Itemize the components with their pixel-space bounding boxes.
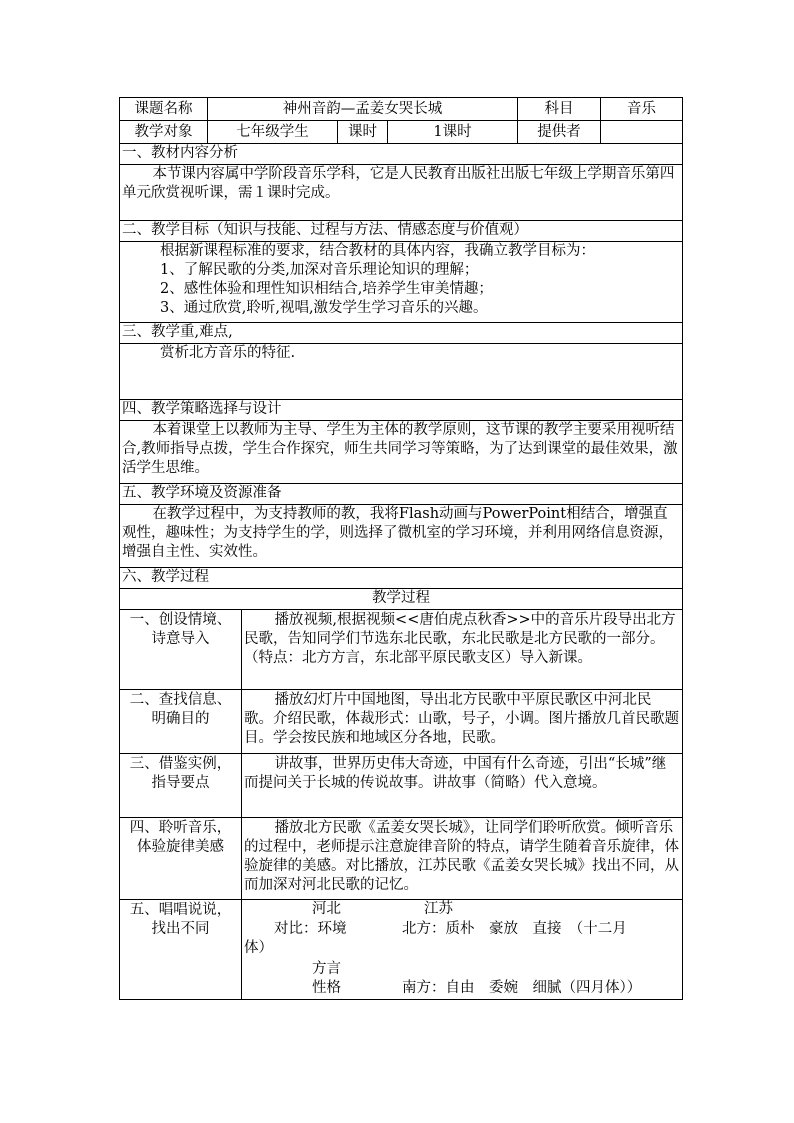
section-1-body-row (120, 165, 683, 221)
stage-label-line: 体验旋律美感 (137, 839, 224, 855)
contrast-north: 北方：质朴 豪放 直接 （十二月 (402, 921, 627, 937)
section-body: 在教学过程中，为支持教师的教，我将Flash动画与PowerPoint相结合，增强直观性，趣味性；为支持学生的学，则选择了微机室的学习环境，并利用网络信息资源，增强自主性、实效性。 (122, 506, 673, 560)
section-3-heading-row (120, 323, 683, 344)
stage-content: 播放北方民歌《孟姜女哭长城》，让同学们聆听欣赏。倾听音乐的过程中，老师提示注意旋律音阶的特点，请学生随着音乐旋律，体验旋律的美感。对比播放，江苏民歌《孟姜女哭长城》找出不同，从而加深对河北民歌的记忆。 (244, 820, 679, 893)
audience-value: 七年级学生 (208, 121, 338, 144)
stage-row (120, 818, 683, 900)
stage-label-line: 找出不同 (151, 921, 210, 937)
lesson-plan-table (119, 97, 683, 1000)
section-heading: 三、教学重,难点, (120, 323, 683, 344)
hours-value: 1课时 (388, 121, 518, 144)
stage-row (120, 900, 683, 1000)
stage-row (120, 690, 683, 754)
contrast-hebei: 河北 (312, 901, 341, 917)
stage-row (120, 610, 683, 690)
section-body: 本节课内容属中学阶段音乐学科，它是人民教育出版社出版七年级上学期音乐第四单元欣赏视听课，需１课时完成。 (122, 166, 675, 201)
stage-content: 播放视频,根据视频<<唐伯虎点秋香>>中的音乐片段导出北方民歌，告知同学们节选东北民歌，东北民歌是北方民歌的一部分。（特点：北方方言，东北部平原民歌支区）导入新课。 (244, 612, 676, 666)
section-1-heading-row (120, 144, 683, 165)
section-6-heading-row (120, 568, 683, 589)
section-2-body-row (120, 242, 683, 323)
stage-label-line: 指导要点 (151, 775, 210, 791)
stage-label-line: 诗意导入 (151, 631, 210, 647)
stage-content-cell (242, 818, 683, 900)
contrast-block (242, 900, 682, 998)
process-subheading: 教学过程 (120, 589, 683, 610)
contrast-character: 性格 (312, 980, 341, 996)
objective-item: 1、了解民歌的分类,加深对音乐理论知识的理解； (160, 262, 479, 278)
stage-content-cell (242, 754, 683, 818)
section-4-body-row (120, 421, 683, 484)
section-heading: 二、教学目标（知识与技能、过程与方法、情感态度与价值观） (120, 221, 683, 242)
contrast-jiangsu: 江苏 (424, 901, 453, 917)
section-heading: 五、教学环境及资源准备 (120, 484, 683, 505)
objectives-intro: 根据新课程标准的要求，结合教材的具体内容，我确立教学目标为： (160, 243, 595, 259)
stage-label-line: 五、唱唱说说， (129, 902, 232, 918)
provider-label: 提供者 (518, 121, 601, 144)
section-2-heading-row (120, 221, 683, 242)
stage-content-cell (242, 900, 683, 1000)
section-4-heading-row (120, 400, 683, 421)
stage-label (120, 754, 242, 818)
header-row-2 (120, 121, 683, 144)
objective-item: 2、感性体验和理性知识相结合,培养学生审美情趣； (160, 281, 493, 297)
stage-label-line: 四、聆听音乐， (129, 820, 232, 836)
hours-label: 课时 (338, 121, 388, 144)
audience-label: 教学对象 (120, 121, 208, 144)
stage-label (120, 818, 242, 900)
stage-label-line: 一、创设情境、 (129, 612, 232, 628)
contrast-dialect: 方言 (312, 961, 341, 977)
stage-label-line: 三、借鉴实例， (129, 756, 232, 772)
section-heading: 六、教学过程 (120, 568, 683, 589)
stage-label-line: 二、查找信息、 (129, 692, 232, 708)
stage-label-line: 明确目的 (151, 711, 210, 727)
header-row-1 (120, 98, 683, 121)
section-body: 本着课堂上以教师为主导、学生为主体的教学原则，这节课的教学主要采用视听结合,教师指导点拨，学生合作探究，师生共同学习等策略，为了达到课堂的最佳效果，激活学生思维。 (122, 422, 678, 476)
objective-item: 3、通过欣赏,聆听,视唱,激发学生学习音乐的兴趣。 (160, 300, 488, 316)
stage-content: 播放幻灯片中国地图，导出北方民歌中平原民歌区中河北民歌。介绍民歌，体裁形式：山歌，号子，小调。图片播放几首民歌题目。学会按民族和地域区分各地，民歌。 (244, 692, 679, 746)
section-body: 赏析北方音乐的特征. (160, 345, 296, 361)
stage-content-cell (242, 690, 683, 754)
section-3-body-row (120, 344, 683, 400)
subject-value: 音乐 (601, 98, 683, 121)
process-subheading-row (120, 589, 683, 610)
title-value: 神州音韵—孟姜女哭长城 (208, 98, 518, 121)
stage-label (120, 610, 242, 690)
stage-content-cell (242, 610, 683, 690)
stage-label (120, 690, 242, 754)
stage-row (120, 754, 683, 818)
contrast-north-cont: 体） (244, 940, 273, 956)
section-heading: 一、教材内容分析 (120, 144, 683, 165)
subject-label: 科目 (518, 98, 601, 121)
section-5-body-row (120, 505, 683, 568)
section-5-heading-row (120, 484, 683, 505)
contrast-compare-label: 对比：环境 (274, 921, 347, 937)
contrast-south: 南方：自由 委婉 细腻（四月体）） (402, 980, 642, 996)
stage-content: 讲故事，世界历史伟大奇迹，中国有什么奇迹，引出“长城”继而提问关于长城的传说故事。讲故事（简略）代入意境。 (244, 756, 667, 791)
lesson-plan-document (119, 97, 682, 1000)
section-heading: 四、教学策略选择与设计 (120, 400, 683, 421)
stage-label (120, 900, 242, 1000)
title-label: 课题名称 (120, 98, 208, 121)
provider-value (601, 121, 683, 144)
